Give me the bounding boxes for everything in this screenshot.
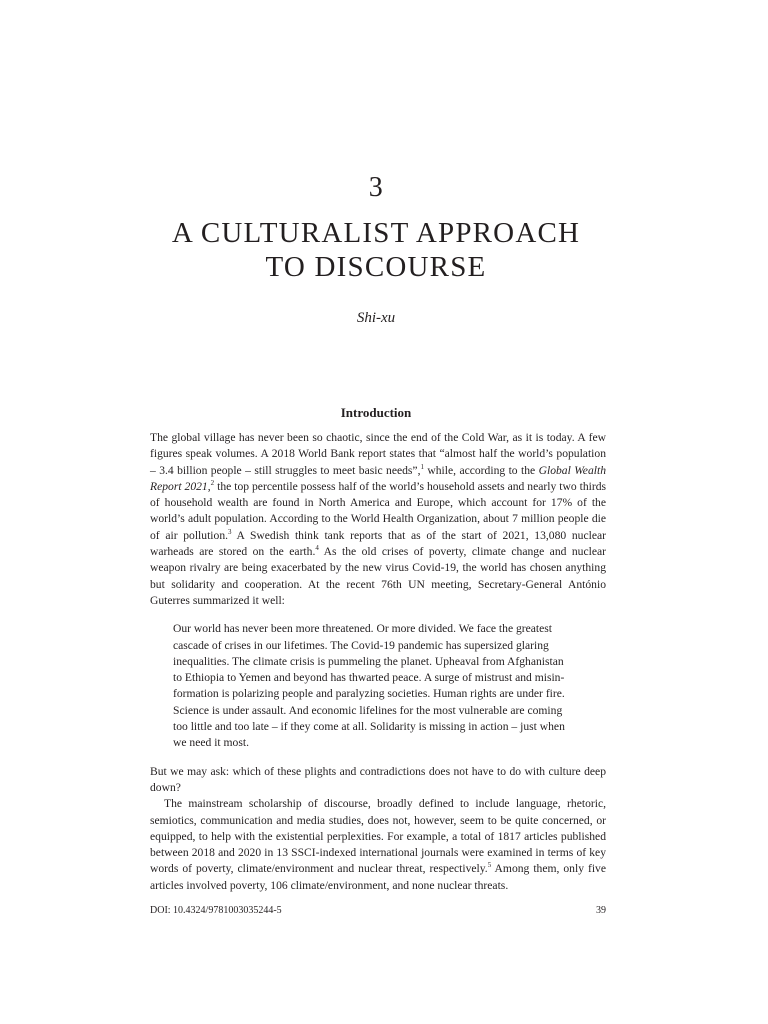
footnote-ref-1[interactable]: 1 (420, 462, 424, 471)
block-quote (173, 621, 583, 751)
footnote-ref-3[interactable]: 3 (228, 527, 232, 536)
quote-line: inequalities. The climate crisis is pummeling the planet. Upheaval from Afghanistan (173, 654, 564, 668)
footnote-ref-2[interactable]: 2 (210, 478, 215, 487)
quote-line: cascade of crises in our lifetimes. The Covid-19 pandemic has supersized glaring (173, 638, 549, 652)
body-text (150, 430, 606, 894)
para1-text-4: the top percentile possess half of the world’s household assets and nearly two thirds of household wealth are found in North America and Europe, which account for 17% of the world’s adult population. According to the World Health Organization, about 7 million people die of air pollution. (150, 479, 607, 542)
para1-text-5: A Swedish think tank reports that as of the start of 2021, 13,080 nuclear warheads are stored on the earth. (150, 528, 606, 559)
quote-line: to Ethiopia to Yemen and beyond has thwarted peace. A surge of mistrust and misin- (173, 671, 565, 685)
para1-text-3: , (207, 479, 211, 493)
chapter-title-line-2: TO DISCOURSE (265, 251, 487, 283)
chapter-title (0, 216, 752, 284)
footnote-ref-5[interactable]: 5 (487, 861, 492, 870)
chapter-title-line-1: A CULTURALIST APPROACH (171, 217, 581, 249)
quote-line: Science is under assault. And economic lifelines for the most vulnerable are coming (173, 703, 563, 717)
quote-line: we need it most. (173, 736, 249, 750)
section-heading: Introduction (340, 405, 412, 420)
quote-line: too little and too late – if they come at all. Solidarity is missing in action – just when (173, 720, 565, 734)
chapter-number: 3 (368, 172, 384, 203)
para1-text-6: As the old crises of poverty, climate change and nuclear weapon rivalry are being exacerbated by the new virus Covid-19, the world has chosen anything but solidarity and cooperation. At the recent 76th UN meeting, Secretary-General António Guterres summarized it well: (150, 545, 606, 607)
page-footer (150, 905, 606, 916)
para1-text-1: The global village has never been so chaotic, since the end of the Cold War, as it is today. A few figures speak volumes. A 2018 World Bank report states that “almost half the world’s population – 3.4 billion people – still struggles to meet basic needs”, (150, 431, 606, 477)
doi-link[interactable]: DOI: 10.4324/9781003035244-5 (150, 905, 282, 916)
paragraph-1 (150, 430, 606, 609)
report-title-italic: Global Wealth Report 2021 (150, 463, 606, 493)
para1-text-2: while, according to the (423, 463, 539, 477)
para3-text-1: The mainstream scholarship of discourse, broadly defined to include language, rhetoric, semiotics, communication and media studies, does not, however, seem to be quite concerned, or equipped, to help with the existential perplexities. For example, a total of 1817 articles published between 2018 and 2020 in 13 SSCI-indexed international journals were examined in terms of key words of poverty, climate/environment and nuclear threat, respectively. (150, 797, 606, 876)
quote-line: formation is polarizing people and paralyzing societies. Human rights are under fire. (173, 687, 565, 701)
page-number: 39 (596, 905, 606, 916)
footnote-ref-4[interactable]: 4 (315, 544, 319, 553)
chapter-author: Shi-xu (356, 310, 396, 326)
paragraph-2: But we may ask: which of these plights and contradictions does not have to do with culture deep down? (150, 764, 606, 794)
quote-line: Our world has never been more threatened. Or more divided. We face the greatest (173, 622, 553, 636)
paragraph-3 (150, 796, 606, 894)
para3-text-2: Among them, only five articles involved poverty, 106 climate/environment, and none nuclear threats. (150, 862, 607, 892)
